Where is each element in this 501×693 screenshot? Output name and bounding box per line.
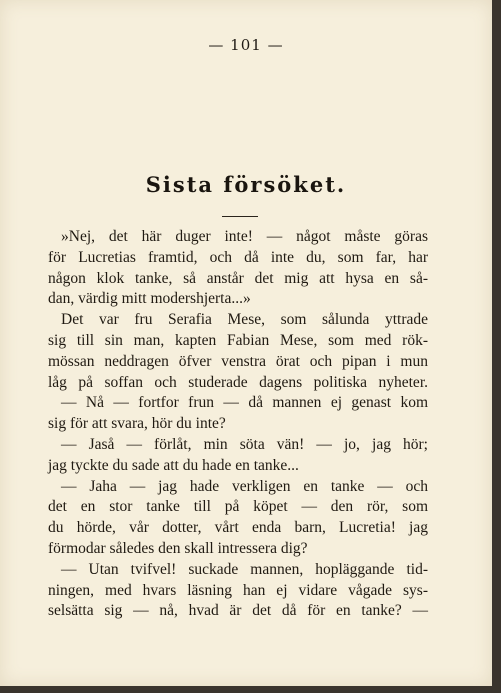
- text-line: du hörde, vår dotter, vårt enda barn, Lucretia! jag: [48, 519, 428, 537]
- text-line: — Nå — fortfor frun — då mannen ej genast kom: [61, 394, 428, 412]
- text-line: mössan neddragen öfver venstra örat och pipan i mun: [48, 352, 428, 370]
- text-line: sig till sin man, kapten Fabian Mese, som med rök-: [48, 331, 428, 349]
- text-line: Det var fru Serafia Mese, som sålunda yttrade: [61, 311, 428, 329]
- text-line: för Lucretias framtid, och då inte du, som far, har: [48, 248, 428, 266]
- text-line: »Nej, det här duger inte! — något måste göras: [61, 228, 428, 245]
- page-number: — 101 —: [208, 36, 284, 54]
- text-line: det en stor tanke till på köpet — den rör, som: [48, 498, 428, 516]
- text-line: dan, värdig mitt modershjerta...»: [48, 290, 251, 308]
- text-line: någon klok tanke, så anstår det mig att hysa en så-: [48, 269, 428, 287]
- chapter-title: Sista försöket.: [145, 172, 347, 197]
- text-line: ningen, med hvars läsning han ej vidare vågade sys-: [48, 581, 428, 599]
- text-line: — Jaha — jag hade verkligen en tanke — och: [61, 477, 428, 495]
- page-edge-right: [492, 0, 501, 693]
- text-line: sig för att svara, hör du inte?: [48, 415, 226, 433]
- text-line: låg på soffan och studerade dagens politiska nyheter.: [48, 373, 428, 391]
- text-line: selsätta sig — nå, hvad är det då för en tanke? —: [48, 602, 428, 620]
- text-line: jag tyckte du sade att du hade en tanke...: [48, 456, 299, 474]
- title-divider: [222, 216, 258, 217]
- text-line: förmodar således den skall intressera dig?: [48, 539, 308, 557]
- text-line: — Jaså — förlåt, min söta vän! — jo, jag hör;: [61, 435, 428, 453]
- body-text: [48, 227, 428, 622]
- text-line: — Utan tvifvel! suckade mannen, hopläggande tid-: [61, 560, 428, 578]
- page-edge-bottom: [0, 686, 501, 693]
